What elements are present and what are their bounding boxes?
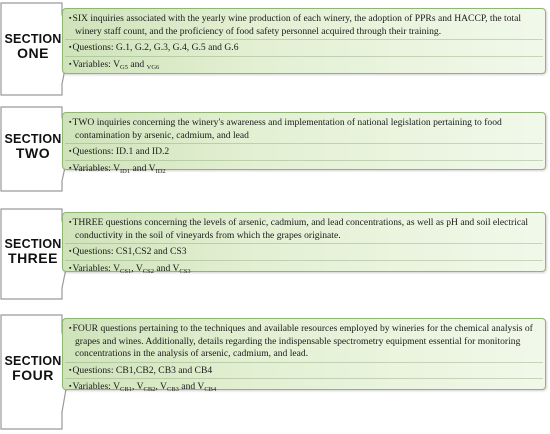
- divider: [65, 362, 543, 363]
- bullet-icon: ▪: [69, 365, 72, 374]
- variable-symbol: V: [172, 262, 180, 274]
- section-questions-item: [69, 41, 539, 55]
- bullet-icon: ▪: [69, 163, 72, 172]
- section-description: FOUR questions pertaining to the techniques and available resources employed by wineries for the chemical analysis of grapes and wines. Additionally, details regarding the indispensable spectrometry equipment essential for monitoring concentrations in the analysis of arsenic, cadmium, and lead.: [72, 323, 533, 360]
- section-three-label: [0, 238, 66, 266]
- variable-symbol: V: [197, 381, 205, 393]
- divider: [65, 378, 543, 379]
- variable: [113, 163, 149, 174]
- section-questions: Questions: CS1,CS2 and CS3: [72, 246, 187, 258]
- variable-separator: ,: [131, 381, 137, 393]
- bullet-icon: ▪: [69, 218, 72, 226]
- variable: [136, 263, 173, 274]
- divider: [65, 143, 543, 144]
- bullet-icon: ▪: [69, 382, 72, 391]
- section-description: SIX inquiries associated with the yearly wine production of each winery, the adoption of PPRs and HACCP, the total winery staff count, and the proficiency of food safety personnel acquired through their training.: [72, 13, 522, 37]
- variable: [137, 381, 160, 392]
- variable-symbol: V: [113, 162, 121, 174]
- section-description-item: [69, 216, 539, 242]
- variable: [149, 163, 166, 174]
- section-three-card: [62, 212, 546, 275]
- section-variables-item: [69, 380, 539, 394]
- bullet-icon: ▪: [69, 14, 72, 22]
- section-label-line2: THREE: [8, 250, 58, 267]
- section-two-card: [62, 112, 546, 175]
- variable-subscript: ID1: [120, 167, 131, 175]
- section-one-card: [62, 8, 546, 74]
- section-questions-item: [69, 364, 539, 378]
- variable-subscript: CS1: [120, 267, 132, 275]
- section-four: [0, 314, 550, 430]
- bullet-icon: ▪: [69, 59, 72, 68]
- section-four-card: [62, 318, 546, 394]
- variable-separator: and: [130, 162, 149, 174]
- variable-symbol: V: [135, 262, 143, 274]
- divider: [65, 39, 543, 40]
- section-questions-item: [69, 245, 539, 259]
- divider: [65, 260, 543, 261]
- divider: [65, 243, 543, 244]
- variable-symbol: V: [160, 381, 167, 393]
- variable-subscript: ID2: [155, 167, 166, 175]
- variable: [197, 381, 216, 392]
- variable: [113, 59, 147, 70]
- variables-prefix: Variables:: [72, 381, 114, 393]
- variable-subscript: CB3: [166, 386, 179, 394]
- section-label-line1: SECTION: [4, 132, 62, 146]
- variable-symbol: V: [113, 381, 121, 393]
- section-four-label: [0, 355, 66, 383]
- section-questions-item: [69, 145, 539, 159]
- section-label-line1: SECTION: [4, 354, 62, 368]
- variable-symbol: V: [113, 58, 121, 70]
- section-label-line1: SECTION: [4, 237, 62, 251]
- section-variables-item: [69, 58, 539, 72]
- variable-separator: and: [127, 58, 147, 70]
- section-variables-item: [69, 262, 539, 276]
- section-variables-item: [69, 162, 539, 176]
- variable-subscript: CB4: [204, 386, 217, 394]
- section-questions: Questions: CB1,CB2, CB3 and CB4: [72, 364, 213, 376]
- variable-symbol: V: [113, 262, 121, 274]
- variable-subscript: G5: [120, 63, 128, 71]
- divider: [65, 56, 543, 57]
- variable-separator: ,: [131, 262, 136, 274]
- variable-subscript: CS3: [179, 267, 191, 275]
- section-description: THREE questions concerning the levels of arsenic, cadmium, and lead concentrations, as well as pH and soil electrical conductivity in the soil of vineyards from which the grapes originate.: [72, 217, 529, 241]
- variable-symbol: V: [136, 381, 144, 393]
- section-description-item: [69, 322, 539, 361]
- variable: [160, 381, 197, 392]
- variable: [113, 263, 136, 274]
- section-label-line2: TWO: [15, 145, 51, 162]
- section-description-item: [69, 116, 539, 142]
- variables-prefix: Variables:: [72, 162, 114, 174]
- section-two: [0, 106, 550, 192]
- bullet-icon: ▪: [69, 118, 72, 126]
- variable-separator: and: [153, 262, 173, 274]
- variable: [147, 59, 160, 70]
- section-description-item: [69, 12, 539, 38]
- variables-prefix: Variables:: [72, 262, 114, 274]
- variable: [172, 263, 190, 274]
- variable-symbol: V: [148, 162, 156, 174]
- bullet-icon: ▪: [69, 147, 72, 156]
- section-one: [0, 2, 550, 96]
- bullet-icon: ▪: [69, 324, 72, 332]
- divider: [65, 160, 543, 161]
- variable-subscript: CB2: [143, 386, 156, 394]
- section-label-line2: FOUR: [12, 367, 54, 384]
- variable-separator: ,: [155, 381, 161, 393]
- section-questions: Questions: ID.1 and ID.2: [72, 146, 170, 158]
- section-label-line1: SECTION: [4, 32, 62, 46]
- variable: [113, 381, 136, 392]
- variable-subscript: VG6: [146, 63, 160, 71]
- section-one-label: [0, 33, 66, 61]
- variables-prefix: Variables:: [72, 58, 114, 70]
- bullet-icon: ▪: [69, 263, 72, 272]
- section-label-line2: ONE: [17, 45, 49, 62]
- variable-subscript: CS2: [142, 267, 154, 275]
- variable-subscript: CB1: [120, 386, 132, 394]
- section-three: [0, 208, 550, 300]
- bullet-icon: ▪: [69, 247, 72, 256]
- section-questions: Questions: G.1, G.2, G.3, G.4, G.5 and G.6: [72, 42, 239, 54]
- section-two-label: [0, 133, 66, 161]
- section-description: TWO inquiries concerning the winery's awareness and implementation of national legislation pertaining to food contamination by arsenic, cadmium, and lead: [72, 117, 502, 141]
- bullet-icon: ▪: [69, 43, 72, 52]
- variable-separator: and: [178, 381, 198, 393]
